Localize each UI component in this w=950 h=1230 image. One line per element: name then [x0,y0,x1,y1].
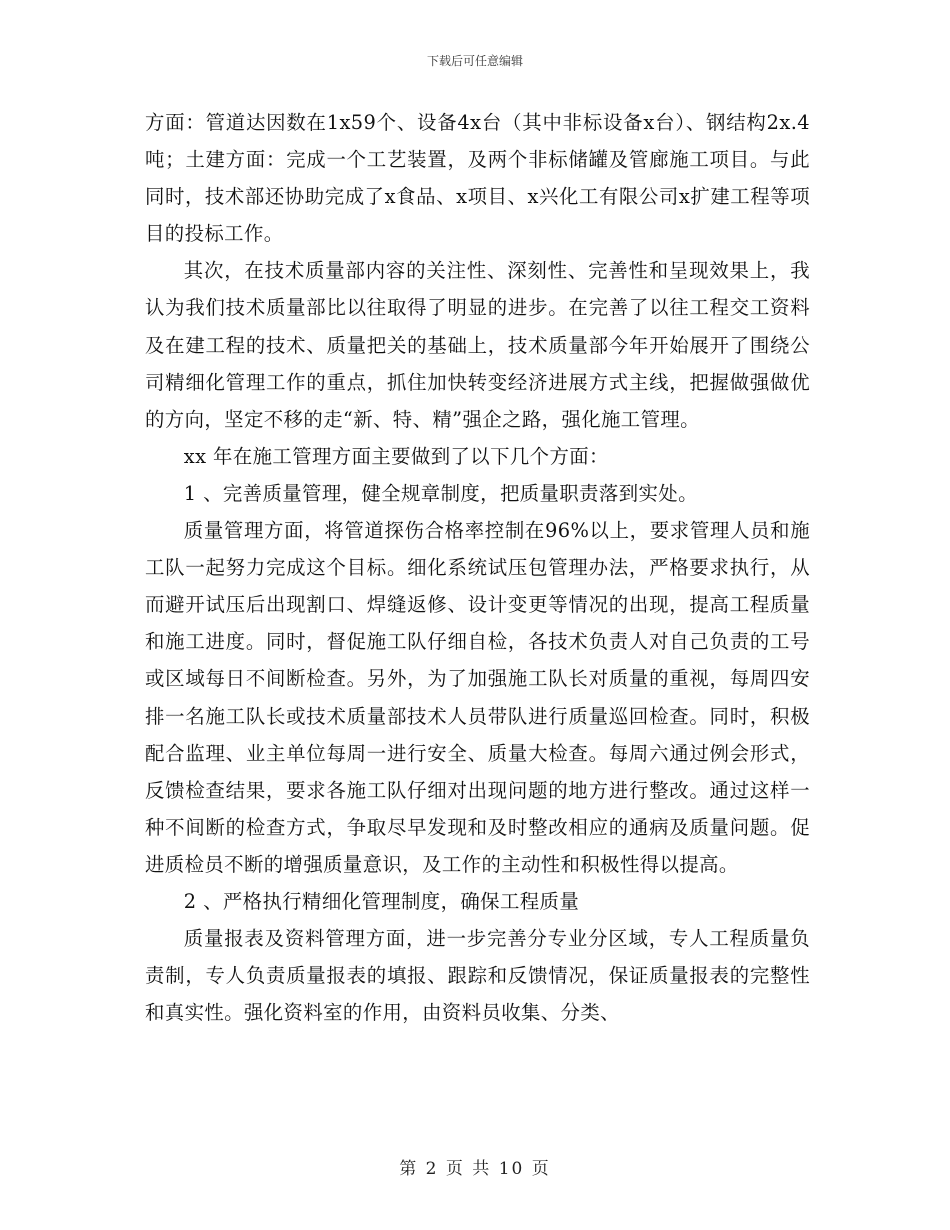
page-number: 第 2 页 共 10 页 [399,1159,551,1179]
paragraph-2: 其次，在技术质量部内容的关注性、深刻性、完善性和呈现效果上，我认为我们技术质量部比以往取得了明显的进步。在完善了以往工程交工资料及在建工程的技术、质量把关的基础上，技术质量部今年开始展开了围绕公司精细化管理工作的重点，抓住加快转变经济进展方式主线，把握做强做优的方向，坚定不移的走“新、特、精”强企之路，强化施工管理。 [145,259,810,431]
paragraph-4: 质量管理方面，将管道探伤合格率控制在96%以上，要求管理人员和施工队一起努力完成这个目标。细化系统试压包管理办法，严格要求执行，从而避开试压后出现割口、焊缝返修、设计变更等情况的出现，提高工程质量和施工进度。同时，督促施工队仔细自检，各技术负责人对自己负责的工号或区域每日不间断检查。另外，为了加强施工队长对质量的重视，每周四安排一名施工队长或技术质量部技术人员带队进行质量巡回检查。同时，积极配合监理、业主单位每周一进行安全、质量大检查。每周六通过例会形式，反馈检查结果，要求各施工队仔细对出现问题的地方进行整改。通过这样一种不间断的检查方式，争取尽早发现和及时整改相应的通病及质量问题。促进质检员不断的增强质量意识，及工作的主动性和积极性得以提高。 [145,519,810,876]
section-heading-1: 1 、完善质量管理，健全规章制度，把质量职责落到实处。 [183,481,698,505]
paragraph-3: xx 年在施工管理方面主要做到了以下几个方面： [183,444,609,468]
paragraph-1: 方面：管道达因数在1x59个、设备4x台（其中非标设备x台）、钢结构2x.4吨；土建方面：完成一个工艺装置，及两个非标储罐及管廊施工项目。与此同时，技术部还协助完成了x食品、x项目、x兴化工有限公司x扩建工程等项目的投标工作。 [145,111,810,246]
section-heading-2: 2 、严格执行精细化管理制度，确保工程质量 [183,889,580,913]
paragraph-5: 质量报表及资料管理方面，进一步完善分专业分区域，专人工程质量负责制，专人负责质量报表的填报、跟踪和反馈情况，保证质量报表的完整性和真实性。强化资料室的作用，由资料员收集、分类、 [145,927,810,1025]
page-header: 下载后可任意编辑 [426,54,523,68]
document-body [145,104,810,1031]
